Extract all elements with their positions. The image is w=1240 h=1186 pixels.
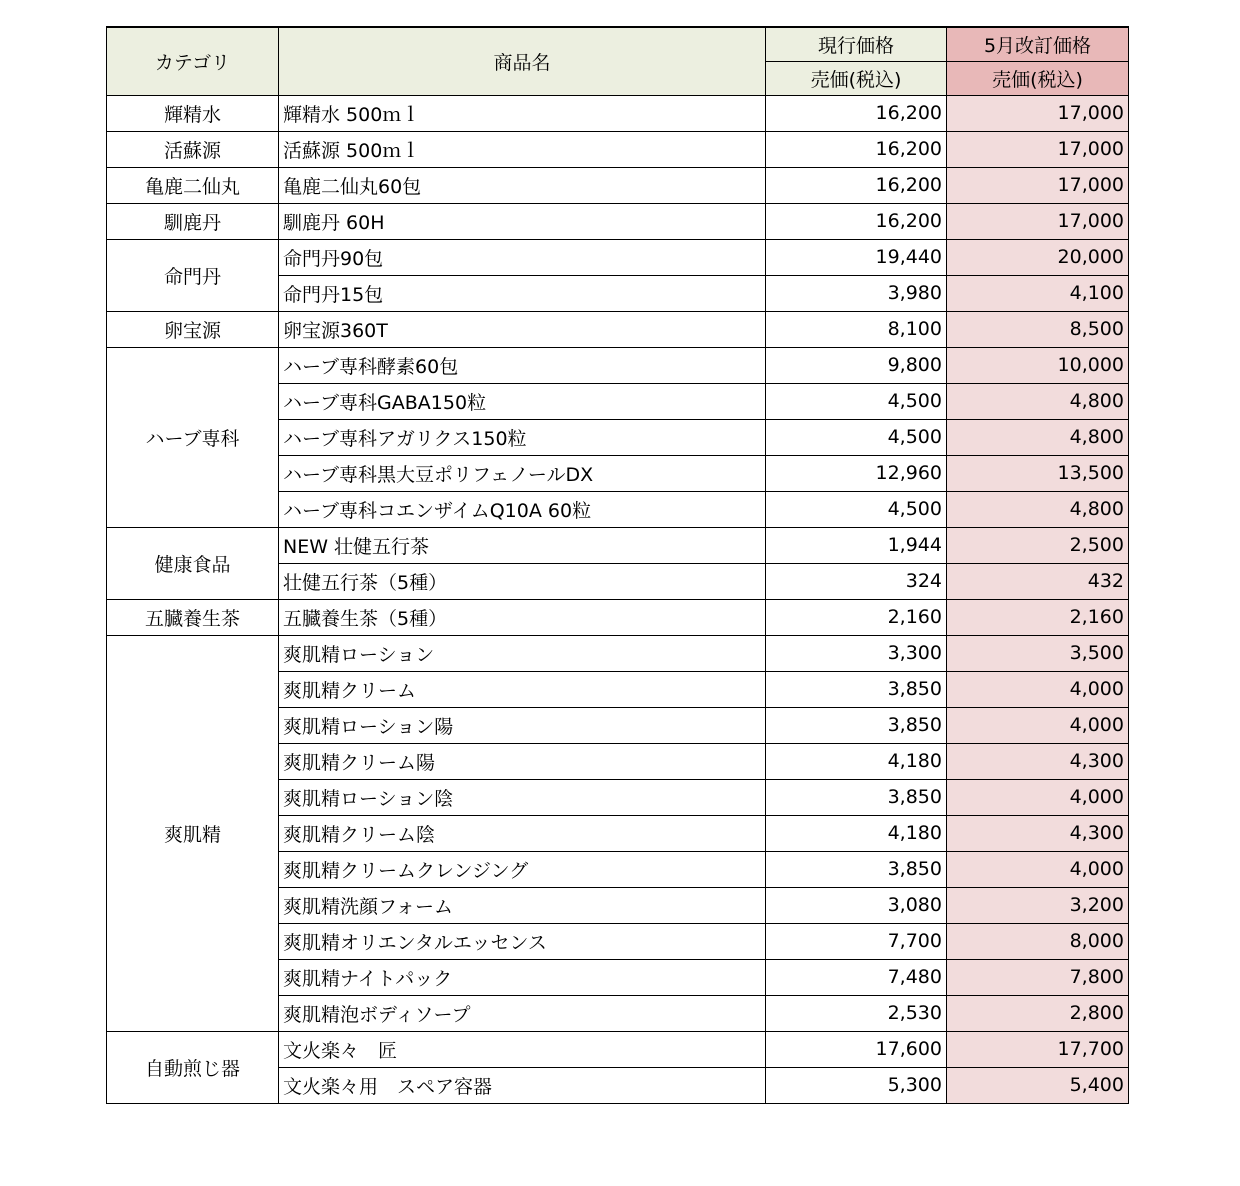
new-price-cell: 4,800 xyxy=(947,491,1129,527)
product-name-cell: 五臓養生茶（5種） xyxy=(279,599,766,635)
new-price-cell: 4,000 xyxy=(947,707,1129,743)
new-price-cell: 17,700 xyxy=(947,1031,1129,1067)
product-name-cell: 馴鹿丹 60H xyxy=(279,203,766,239)
new-price-cell: 4,800 xyxy=(947,383,1129,419)
new-price-cell: 4,000 xyxy=(947,851,1129,887)
new-price-cell: 17,000 xyxy=(947,203,1129,239)
new-price-cell: 4,300 xyxy=(947,743,1129,779)
product-name-cell: 壮健五行茶（5種） xyxy=(279,563,766,599)
new-price-cell: 432 xyxy=(947,563,1129,599)
new-price-cell: 2,500 xyxy=(947,527,1129,563)
category-cell: 自動煎じ器 xyxy=(107,1031,279,1103)
new-price-cell: 4,300 xyxy=(947,815,1129,851)
product-name-cell: 文火楽々用 スペア容器 xyxy=(279,1067,766,1103)
current-price-cell: 17,600 xyxy=(766,1031,947,1067)
category-cell: 活蘇源 xyxy=(107,131,279,167)
table-row xyxy=(107,599,1129,635)
product-name-cell: ハーブ専科アガリクス150粒 xyxy=(279,419,766,455)
table-row xyxy=(107,635,1129,671)
new-price-cell: 5,400 xyxy=(947,1067,1129,1103)
category-cell: 輝精水 xyxy=(107,95,279,131)
new-price-cell: 7,800 xyxy=(947,959,1129,995)
product-name-cell: 爽肌精クリーム xyxy=(279,671,766,707)
product-name-cell: 爽肌精オリエンタルエッセンス xyxy=(279,923,766,959)
current-price-cell: 16,200 xyxy=(766,95,947,131)
table-row xyxy=(107,131,1129,167)
table-row xyxy=(107,1031,1129,1067)
current-price-cell: 5,300 xyxy=(766,1067,947,1103)
table-header xyxy=(107,27,1129,95)
new-price-cell: 17,000 xyxy=(947,95,1129,131)
product-name-cell: 命門丹15包 xyxy=(279,275,766,311)
product-name-cell: ハーブ専科GABA150粒 xyxy=(279,383,766,419)
table-row xyxy=(107,167,1129,203)
category-cell: 健康食品 xyxy=(107,527,279,599)
category-cell: 馴鹿丹 xyxy=(107,203,279,239)
table-row xyxy=(107,347,1129,383)
new-price-cell: 13,500 xyxy=(947,455,1129,491)
table-row xyxy=(107,95,1129,131)
current-price-cell: 16,200 xyxy=(766,167,947,203)
new-price-cell: 3,200 xyxy=(947,887,1129,923)
category-cell: 亀鹿二仙丸 xyxy=(107,167,279,203)
product-name-cell: 文火楽々 匠 xyxy=(279,1031,766,1067)
current-price-cell: 324 xyxy=(766,563,947,599)
product-name-cell: 輝精水 500ｍｌ xyxy=(279,95,766,131)
product-name-cell: 爽肌精クリーム陰 xyxy=(279,815,766,851)
product-name-cell: ハーブ専科酵素60包 xyxy=(279,347,766,383)
current-price-cell: 4,180 xyxy=(766,743,947,779)
current-price-cell: 4,500 xyxy=(766,491,947,527)
category-cell: 命門丹 xyxy=(107,239,279,311)
category-cell: 五臓養生茶 xyxy=(107,599,279,635)
header-new-sub: 売価(税込) xyxy=(947,61,1129,95)
current-price-cell: 4,180 xyxy=(766,815,947,851)
new-price-cell: 8,000 xyxy=(947,923,1129,959)
product-name-cell: 命門丹90包 xyxy=(279,239,766,275)
price-table xyxy=(106,26,1129,1104)
table-body xyxy=(107,95,1129,1103)
product-name-cell: ハーブ専科コエンザイムQ10A 60粒 xyxy=(279,491,766,527)
product-name-cell: 爽肌精クリーム陽 xyxy=(279,743,766,779)
product-name-cell: 爽肌精ローション陰 xyxy=(279,779,766,815)
current-price-cell: 4,500 xyxy=(766,383,947,419)
header-product: 商品名 xyxy=(279,27,766,95)
product-name-cell: 爽肌精洗顔フォーム xyxy=(279,887,766,923)
new-price-cell: 4,800 xyxy=(947,419,1129,455)
current-price-cell: 3,850 xyxy=(766,707,947,743)
current-price-cell: 3,300 xyxy=(766,635,947,671)
current-price-cell: 7,700 xyxy=(766,923,947,959)
new-price-cell: 3,500 xyxy=(947,635,1129,671)
table-row xyxy=(107,527,1129,563)
current-price-cell: 4,500 xyxy=(766,419,947,455)
header-current-sub: 売価(税込) xyxy=(766,61,947,95)
category-cell: 卵宝源 xyxy=(107,311,279,347)
new-price-cell: 4,100 xyxy=(947,275,1129,311)
current-price-cell: 19,440 xyxy=(766,239,947,275)
product-name-cell: 爽肌精ナイトパック xyxy=(279,959,766,995)
header-current-price: 現行価格 xyxy=(766,27,947,61)
current-price-cell: 16,200 xyxy=(766,131,947,167)
table-row xyxy=(107,311,1129,347)
current-price-cell: 3,850 xyxy=(766,779,947,815)
current-price-cell: 3,850 xyxy=(766,851,947,887)
product-name-cell: 爽肌精ローション xyxy=(279,635,766,671)
header-new-price: 5月改訂価格 xyxy=(947,27,1129,61)
current-price-cell: 3,980 xyxy=(766,275,947,311)
current-price-cell: 12,960 xyxy=(766,455,947,491)
new-price-cell: 2,160 xyxy=(947,599,1129,635)
current-price-cell: 7,480 xyxy=(766,959,947,995)
current-price-cell: 2,160 xyxy=(766,599,947,635)
current-price-cell: 16,200 xyxy=(766,203,947,239)
table-row xyxy=(107,239,1129,275)
new-price-cell: 20,000 xyxy=(947,239,1129,275)
product-name-cell: ハーブ専科黒大豆ポリフェノールDX xyxy=(279,455,766,491)
current-price-cell: 1,944 xyxy=(766,527,947,563)
current-price-cell: 3,850 xyxy=(766,671,947,707)
new-price-cell: 10,000 xyxy=(947,347,1129,383)
current-price-cell: 8,100 xyxy=(766,311,947,347)
new-price-cell: 2,800 xyxy=(947,995,1129,1031)
product-name-cell: 爽肌精クリームクレンジング xyxy=(279,851,766,887)
product-name-cell: 卵宝源360T xyxy=(279,311,766,347)
current-price-cell: 2,530 xyxy=(766,995,947,1031)
new-price-cell: 8,500 xyxy=(947,311,1129,347)
new-price-cell: 4,000 xyxy=(947,779,1129,815)
new-price-cell: 4,000 xyxy=(947,671,1129,707)
current-price-cell: 3,080 xyxy=(766,887,947,923)
current-price-cell: 9,800 xyxy=(766,347,947,383)
product-name-cell: 活蘇源 500ｍｌ xyxy=(279,131,766,167)
product-name-cell: NEW 壮健五行茶 xyxy=(279,527,766,563)
product-name-cell: 爽肌精ローション陽 xyxy=(279,707,766,743)
table-row xyxy=(107,203,1129,239)
category-cell: ハーブ専科 xyxy=(107,347,279,527)
product-name-cell: 亀鹿二仙丸60包 xyxy=(279,167,766,203)
new-price-cell: 17,000 xyxy=(947,131,1129,167)
new-price-cell: 17,000 xyxy=(947,167,1129,203)
product-name-cell: 爽肌精泡ボディソープ xyxy=(279,995,766,1031)
header-category: カテゴリ xyxy=(107,27,279,95)
category-cell: 爽肌精 xyxy=(107,635,279,1031)
